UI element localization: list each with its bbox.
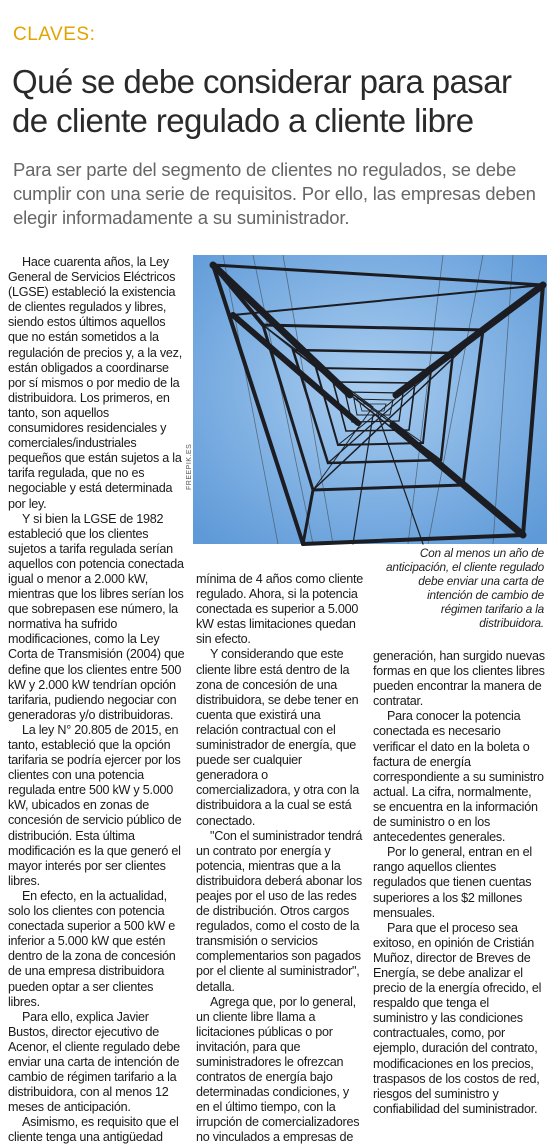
paragraph: Para conocer la potencia conectada es necesario verificar el dato en la boleta o factura de energía correspondiente a su suministro actual. La cifra, normalmente, se encuentra en la información de suministro o en los antecedentes generales. <box>373 709 544 845</box>
paragraph: Y si bien la LGSE de 1982 estableció que los clientes sujetos a tarifa regulada serían aquellos con potencia conectada igual o menor a 2.000 kW, mientras que los libres serían los que sobrepasen ese número, la normativa ha sufrido modificaciones, como la Ley Corta de Transmisión (2004) que define que los clientes entre 500 kW y 2.000 kW tendrían opción tarifaria, pudiendo negociar con generadoras y/o distribuidoras. <box>8 511 185 722</box>
paragraph: mínima de 4 años como cliente regulado. Ahora, si la potencia conectada es superior a 5.000 kW estas limitaciones quedan sin efecto. <box>196 572 364 647</box>
paragraph: Por lo general, entran en el rango aquellos clientes regulados que tienen cuentas superiores a los $2 millones mensuales. <box>373 845 532 920</box>
paragraph: generación, han surgido nuevas formas en que los clientes libres pueden encontrar la manera de contratar. <box>373 649 545 709</box>
paragraph: Asimismo, es requisito que el cliente tenga una antigüedad <box>8 1115 179 1145</box>
paragraph: Para ello, explica Javier Bustos, director ejecutivo de Acenor, el cliente regulado debe enviar una carta de intención de cambio de régimen tarifario a la distribuidora, con al menos 12 meses de anticipación. <box>8 1009 180 1115</box>
section-kicker: CLAVES: <box>13 24 96 45</box>
article-title: Qué se debe considerar para pasar de cliente regulado a cliente libre <box>12 63 512 139</box>
text-column-3 <box>373 649 545 1116</box>
article-lead: Para ser parte del segmento de clientes no regulados, se debe cumplir con una serie de requisitos. Por ello, las empresas deben elegir informadamente a su suministrador. <box>13 159 536 228</box>
transmission-tower-image <box>193 255 547 544</box>
paragraph: Agrega que, por lo general, un cliente libre llama a licitaciones públicas o por invitación, para que suministradores le ofrezcan contratos de energía bajo determinadas condiciones, y en el último tiempo, con la irrupción de comercializadores no vinculados a empresas de <box>196 994 360 1145</box>
paragraph: Para que el proceso sea exitoso, en opinión de Cristián Muñoz, director de Breves de Energía, se debe analizar el precio de la energía ofrecido, el respaldo que tenga el suministro y las condiciones contractuales, como, por ejemplo, duración del contrato, modificaciones en los precios, traspasos de los costos de red, riesgos del suministro y confiabilidad del suministrador. <box>373 920 542 1116</box>
tower-illustration <box>193 255 547 544</box>
photo-credit: FREEPIK.ES <box>186 443 193 490</box>
paragraph: Hace cuarenta años, la Ley General de Servicios Eléctricos (LGSE) estableció la existencia de clientes regulados y libres, siendo estos últimos aquellos que no están sometidos a la regulación de precios y, a la vez, están obligados a coordinarse por sí mismos o por medio de la distribuidora. Los primeros, en tanto, son aquellos consumidores residenciales y comerciales/industriales pequeños que están sujetos a la tarifa regulada, que no es negociable y está determinada por ley. <box>8 255 182 511</box>
paragraph: Y considerando que este cliente libre está dentro de la zona de concesión de una distribuidora, se debe tener en cuenta que existirá una relación contractual con el suministrador de energía, que puede ser cualquier generadora o comercializadora, y otra con la distribuidora a la cual se está conectado. <box>196 647 360 828</box>
paragraph: En efecto, en la actualidad, solo los clientes con potencia conectada superior a 500 kW e inferior a 5.000 kW que estén dentro de la zona de concesión de una empresa distribuidora pueden optar a ser clientes libres. <box>8 888 176 1009</box>
text-column-1 <box>8 255 185 1145</box>
paragraph: La ley N° 20.805 de 2015, en tanto, estableció que la opción tarifaria se podría ejercer por los clientes con una potencia regulada entre 500 kW y 5.000 kW, ubicados en zonas de concesión de servicio público de distribución. Esta última modificación es la que generó el mayor interés por ser clientes libres. <box>8 722 182 888</box>
paragraph: "Con el suministrador tendrá un contrato por energía y potencia, mientras que a la distribuidora deberá abonar los peajes por el uso de las redes de distribución. Otros cargos regulados, como el costo de la transmisión o servicios complementarios son pagados por el cliente al suministrador", detalla. <box>196 828 363 994</box>
photo-caption: Con al menos un año de anticipación, el cliente regulado debe enviar una carta de intención de cambio de régimen tarifario a la distribuidora. <box>385 546 544 630</box>
text-column-2 <box>196 572 364 1145</box>
